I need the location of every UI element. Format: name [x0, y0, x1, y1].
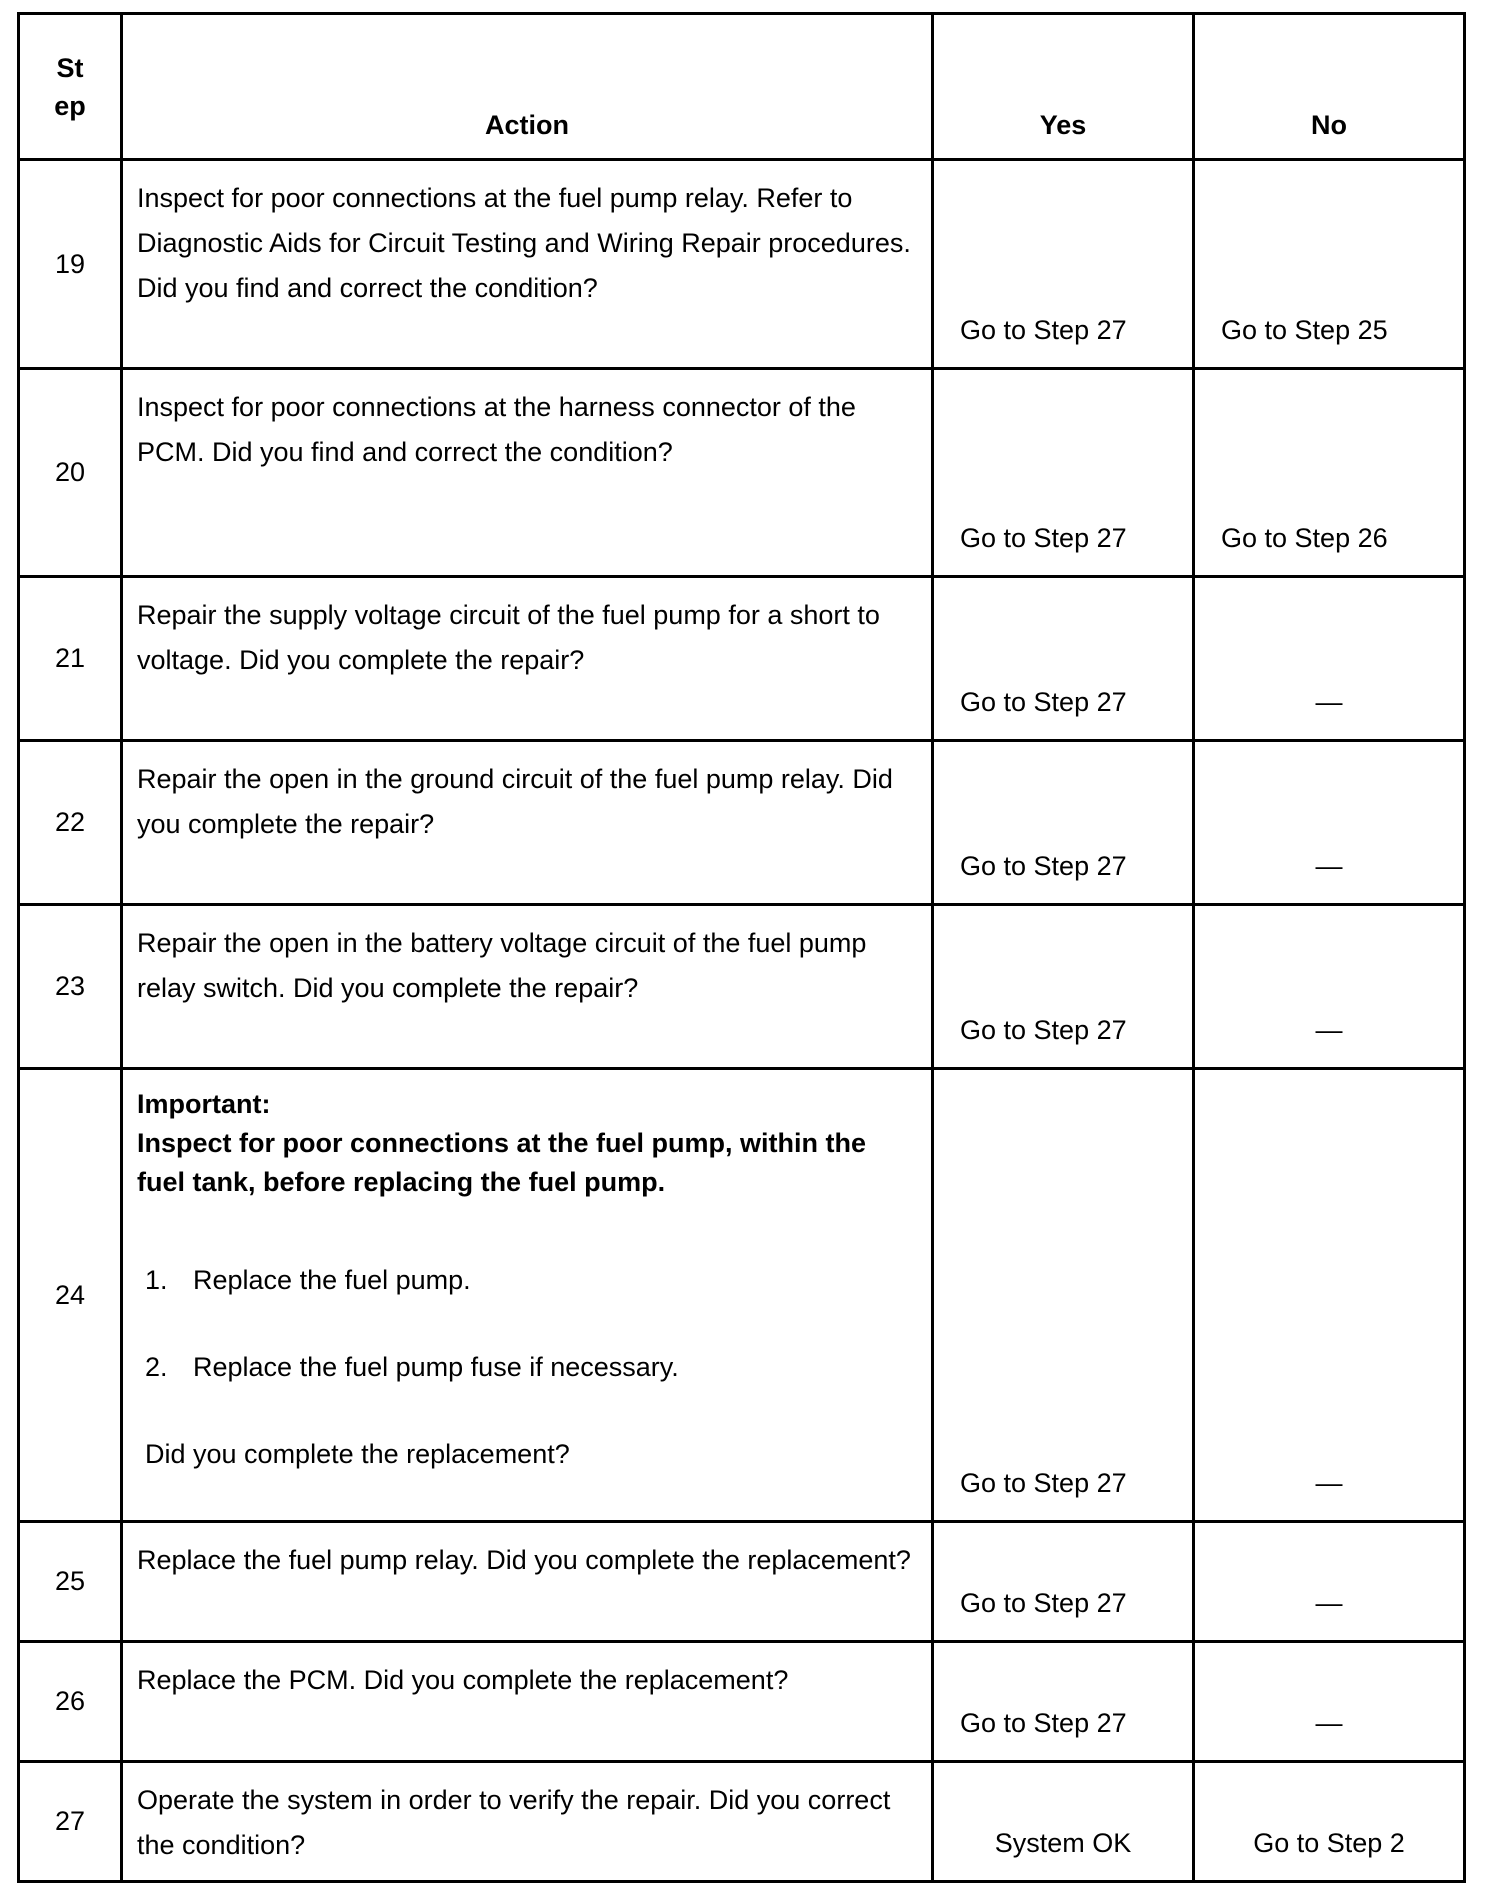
yes-result: Go to Step 27: [933, 1642, 1194, 1762]
table-row: [19, 1762, 1465, 1882]
yes-result: Go to Step 27: [933, 905, 1194, 1069]
table-row: [19, 1522, 1465, 1642]
yes-result: Go to Step 27: [933, 1069, 1194, 1522]
action-text: Inspect for poor connections at the harness connector of the PCM. Did you find and correct the condition?: [122, 369, 933, 577]
action-text: Replace the PCM. Did you complete the replacement?: [122, 1642, 933, 1762]
no-result: Go to Step 26: [1194, 369, 1465, 577]
action-text: Repair the open in the battery voltage circuit of the fuel pump relay switch. Did you complete the repair?: [122, 905, 933, 1069]
header-no: No: [1194, 14, 1465, 160]
list-item: [137, 1345, 917, 1390]
step-number: 21: [19, 577, 122, 741]
yes-result: Go to Step 27: [933, 741, 1194, 905]
no-result: —: [1194, 1642, 1465, 1762]
action-text: Inspect for poor connections at the fuel pump relay. Refer to Diagnostic Aids for Circuit Testing and Wiring Repair procedures. Did you find and correct the condition?: [122, 160, 933, 369]
header-step: [19, 14, 122, 160]
yes-result: Go to Step 27: [933, 369, 1194, 577]
no-result: Go to Step 25: [1194, 160, 1465, 369]
action-text: Replace the fuel pump relay. Did you complete the replacement?: [122, 1522, 933, 1642]
list-text: Replace the fuel pump.: [193, 1265, 471, 1295]
table-row: [19, 1069, 1465, 1522]
header-row: [19, 14, 1465, 160]
step-number: 19: [19, 160, 122, 369]
yes-result: Go to Step 27: [933, 577, 1194, 741]
no-result: —: [1194, 1522, 1465, 1642]
table-row: [19, 741, 1465, 905]
table-row: [19, 1642, 1465, 1762]
step-number: 23: [19, 905, 122, 1069]
no-result: —: [1194, 1069, 1465, 1522]
yes-result: Go to Step 27: [933, 160, 1194, 369]
important-label: Important:: [137, 1089, 271, 1119]
step-number: 24: [19, 1069, 122, 1522]
header-step-line2: ep: [54, 90, 86, 121]
action-cell: [122, 1069, 933, 1522]
yes-result: System OK: [933, 1762, 1194, 1882]
no-result: —: [1194, 741, 1465, 905]
step-number: 20: [19, 369, 122, 577]
table-row: [19, 577, 1465, 741]
step-number: 22: [19, 741, 122, 905]
no-result: Go to Step 2: [1194, 1762, 1465, 1882]
list-item: [137, 1258, 917, 1303]
table-row: [19, 905, 1465, 1069]
header-yes: Yes: [933, 14, 1194, 160]
list-text: Replace the fuel pump fuse if necessary.: [193, 1352, 679, 1382]
no-result: —: [1194, 905, 1465, 1069]
header-step-line1: St: [56, 52, 84, 83]
diagnostic-table: [17, 12, 1466, 1883]
list-number: 1.: [145, 1265, 168, 1295]
table-row: [19, 160, 1465, 369]
action-text: Repair the supply voltage circuit of the fuel pump for a short to voltage. Did you complete the repair?: [122, 577, 933, 741]
closing-question: Did you complete the replacement?: [145, 1439, 570, 1469]
header-action: Action: [122, 14, 933, 160]
step-number: 26: [19, 1642, 122, 1762]
yes-result: Go to Step 27: [933, 1522, 1194, 1642]
step-number: 25: [19, 1522, 122, 1642]
table-row: [19, 369, 1465, 577]
action-text: Repair the open in the ground circuit of the fuel pump relay. Did you complete the repair?: [122, 741, 933, 905]
replacement-steps: [137, 1258, 917, 1390]
no-result: —: [1194, 577, 1465, 741]
step-number: 27: [19, 1762, 122, 1882]
action-text: Operate the system in order to verify the repair. Did you correct the condition?: [122, 1762, 933, 1882]
important-text: Inspect for poor connections at the fuel pump, within the fuel tank, before replacing the fuel pump.: [137, 1128, 867, 1197]
list-number: 2.: [145, 1352, 168, 1382]
